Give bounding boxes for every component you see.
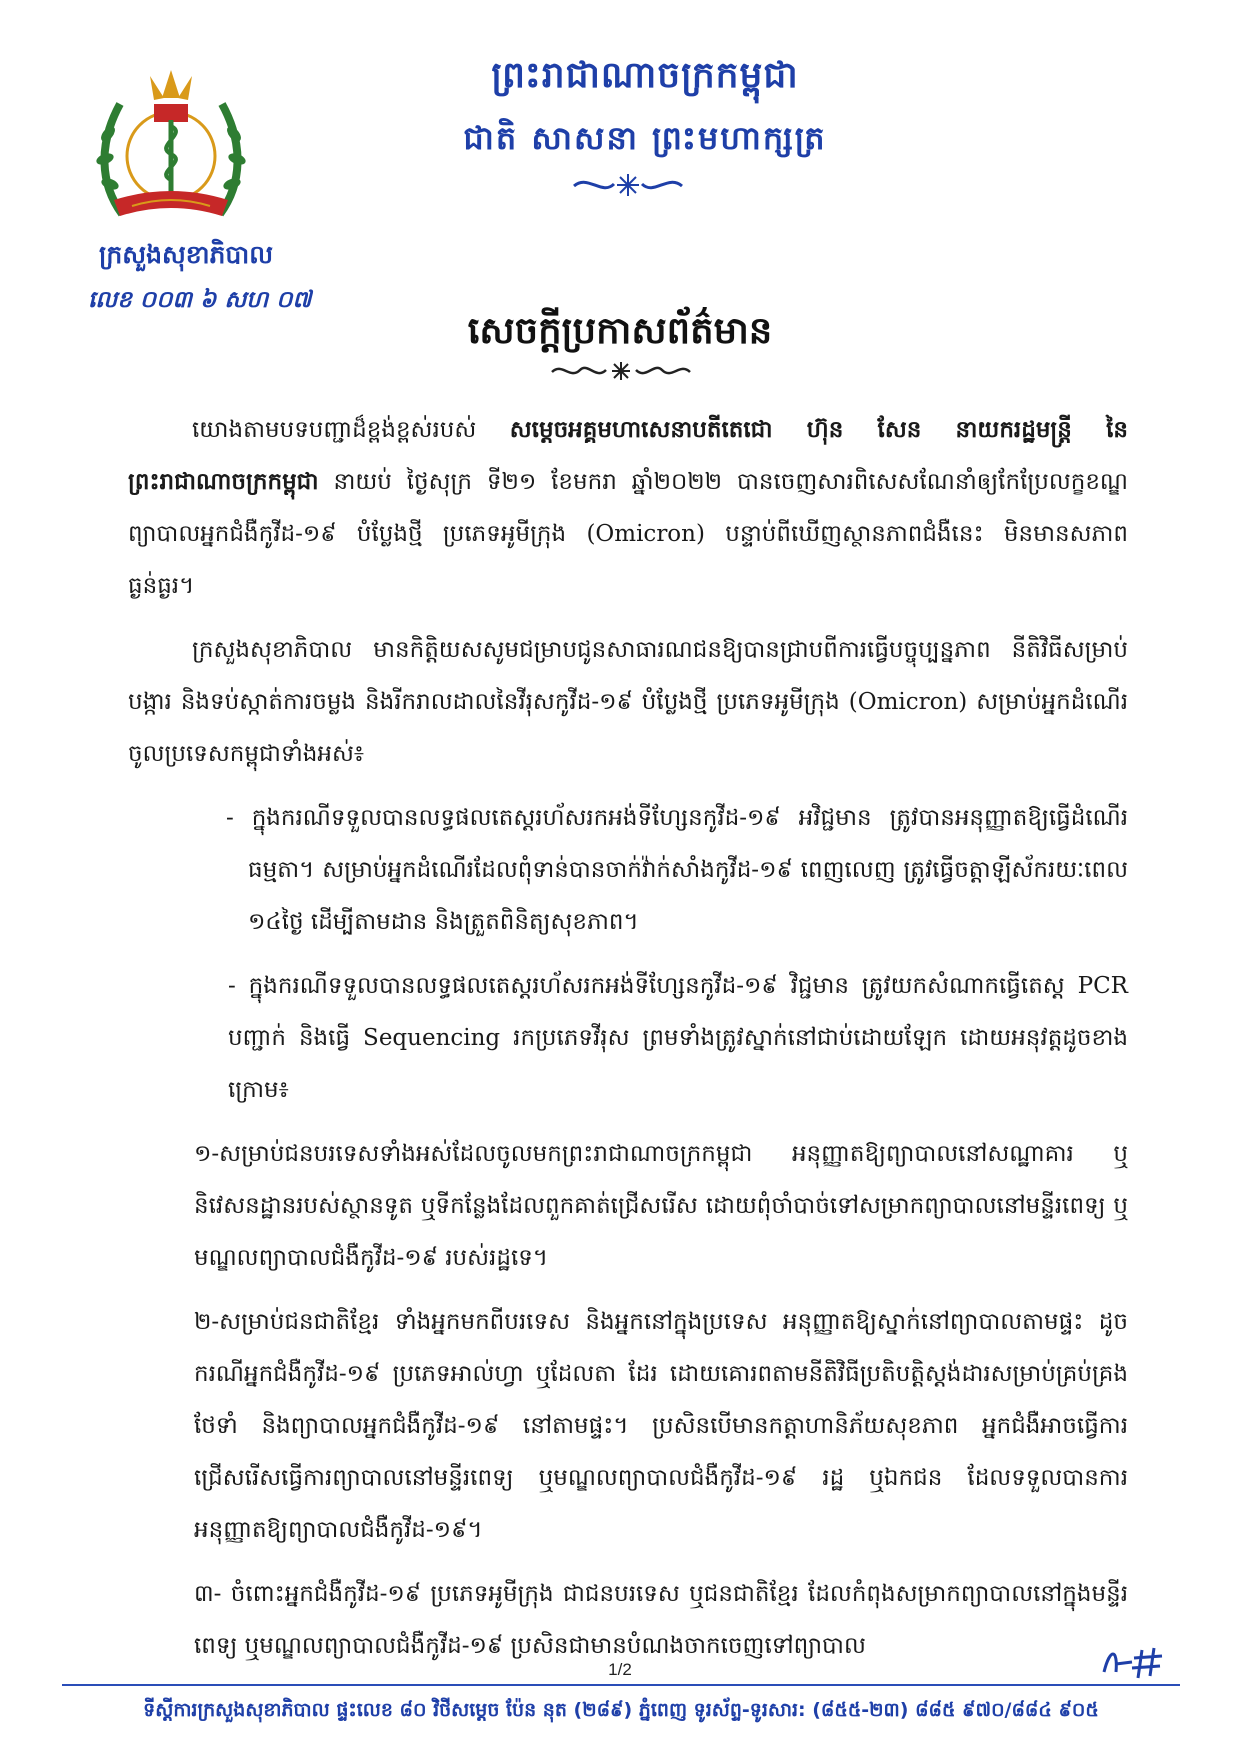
bullet-positive-result: - ក្នុងករណីទទួលបានលទ្ធផលតេស្តរហ័សរកអង់ទីហ្សែនកូវីដ-១៩ វិជ្ជមាន ត្រូវយកសំណាកធ្វើតេស្ត PCR បញ្ជាក់ និងធ្វើ Sequencing រកប្រភេទវីរុស ព្រមទាំងត្រូវស្នាក់នៅជាប់ដោយឡែក ដោយអនុវត្តដូចខាងក្រោម៖ <box>228 973 1128 1103</box>
handwritten-initials <box>1098 1642 1174 1682</box>
ministry-name: ក្រសួងសុខាភិបាល <box>98 240 274 269</box>
paragraph-intro <box>128 404 1128 612</box>
ministry-logo <box>92 64 250 232</box>
item-omicron-patients: ៣- ចំពោះអ្នកជំងឺកូវីដ-១៩ ប្រភេទអូមីក្រុង ជាជនបរទេស ឬជនជាតិខ្មែរ ដែលកំពុងសម្រាកព្យាបាលនៅក្នុងមន្ទីរពេទ្យ ឬមណ្ឌលព្យាបាលជំងឺកូវីដ-១៩ ប្រសិនជាមានបំណងចាកចេញទៅព្យាបាល <box>194 1581 1128 1659</box>
document-title: សេចក្តីប្រកាសព័ត៌មាន <box>467 309 773 352</box>
item-foreigners: ១-សម្រាប់ជនបរទេសទាំងអស់ដែលចូលមកព្រះរាជាណាចក្រកម្ពុជា អនុញ្ញាតឱ្យព្យាបាលនៅសណ្ឋាគារ ឬនិវេសនដ្ឋានរបស់ស្ថានទូត ឬទីកន្លែងដែលពួកគាត់ជ្រើសរើស ដោយពុំចាំបាច់ទៅសម្រាកព្យាបាលនៅមន្ទីរពេទ្យ ឬមណ្ឌលព្យាបាលជំងឺកូវីដ-១៩ របស់រដ្ឋទេ។ <box>194 1141 1128 1271</box>
footer-address: ទីស្តីការក្រសួងសុខាភិបាល ផ្ទះលេខ ៨០ វិថីសម្តេច ប៉ែន នុត (២៨៩) ភ្នំពេញ ទូរស័ព្ទ-ទូរសារ: (៨៥៥-២៣) ៨៨៥ ៩៧០/៨៨៤ ៩០៥ <box>143 1699 1099 1721</box>
paragraph-announcement: ក្រសួងសុខាភិបាល មានកិត្តិយសសូមជម្រាបជូនសាធារណជនឱ្យបានជ្រាបពីការធ្វើបច្ចុប្បន្នភាព នីតិវិធីសម្រាប់បង្ការ និងទប់ស្កាត់ការចម្លង និងរីករាលដាលនៃវីរុសកូវីដ-១៩ បំប្លែងថ្មី ប្រភេទអូមីក្រុង (Omicron) សម្រាប់អ្នកដំណើរចូលប្រទេសកម្ពុជាទាំងអស់៖ <box>128 637 1128 767</box>
title-ornament <box>548 360 694 382</box>
document-body <box>128 404 1128 1684</box>
ornament-divider <box>568 172 688 198</box>
page-number: 1/2 <box>608 1660 632 1679</box>
bullet-negative-result: - ក្នុងករណីទទួលបានលទ្ធផលតេស្តរហ័សរកអង់ទីហ្សែនកូវីដ-១៩ អវិជ្ជមាន ត្រូវបានអនុញ្ញាតឱ្យធ្វើដំណើរធម្មតា។ សម្រាប់អ្នកដំណើរដែលពុំទាន់បានចាក់វ៉ាក់សាំងកូវីដ-១៩ ពេញលេញ ត្រូវធ្វើចត្តាឡីស័ករយៈពេល ១៤ថ្ងៃ ដើម្បីតាមដាន និងត្រួតពិនិត្យសុខភាព។ <box>226 805 1128 935</box>
intro-text: យោងតាមបទបញ្ជាដ៏ខ្ពង់ខ្ពស់របស់ <box>192 417 510 443</box>
reference-number: លេខ ០០៣ ៦ សហ ០៧ <box>88 287 312 313</box>
kingdom-heading: ព្រះរាជាណាចក្រកម្ពុជា <box>491 55 799 96</box>
intro-text-continued: នាយប់ ថ្ងៃសុក្រ ទី២១ ខែមករា ឆ្នាំ២០២២ បានចេញសារពិសេសណែនាំឲ្យកែប្រែលក្ខខណ្ឌព្យាបាលអ្នកជំងឺកូវីដ-១៩ បំប្លែងថ្មី ប្រភេទអូមីក្រុង (Omicron) បន្ទាប់ពីឃើញស្ថានភាពជំងឺនេះ មិនមានសភាពធ្ងន់ធ្ងរ។ <box>128 469 1128 599</box>
item-cambodians: ២-សម្រាប់ជនជាតិខ្មែរ ទាំងអ្នកមកពីបរទេស និងអ្នកនៅក្នុងប្រទេស អនុញ្ញាតឱ្យស្នាក់នៅព្យាបាលតាមផ្ទះ ដូចករណីអ្នកជំងឺកូវីដ-១៩ ប្រភេទអាល់ហ្វា ឬដែលតា ដែរ ដោយគោរពតាមនីតិវិធីប្រតិបត្តិស្តង់ដារសម្រាប់គ្រប់គ្រង ថែទាំ និងព្យាបាលអ្នកជំងឺកូវីដ-១៩ នៅតាមផ្ទះ។ ប្រសិនបើមានកត្តាហានិភ័យសុខភាព អ្នកជំងឺអាចធ្វើការជ្រើសរើសធ្វើការព្យាបាលនៅមន្ទីរពេទ្យ ឬមណ្ឌលព្យាបាលជំងឺកូវីដ-១៩ រដ្ឋ ឬឯកជន ដែលទទួលបានការអនុញ្ញាតឱ្យព្យាបាលជំងឺកូវីដ-១៩។ <box>194 1309 1128 1543</box>
footer-divider <box>62 1684 1180 1686</box>
national-motto: ជាតិ សាសនា ព្រះមហាក្សត្រ <box>463 119 827 157</box>
prime-minister-name: សម្តេចអគ្គមហាសេនាបតីតេជោ ហ៊ុន សែន នាយករដ្ឋមន្ត្រី នៃព្រះរាជាណាចក្រកម្ពុជា <box>128 416 1128 495</box>
